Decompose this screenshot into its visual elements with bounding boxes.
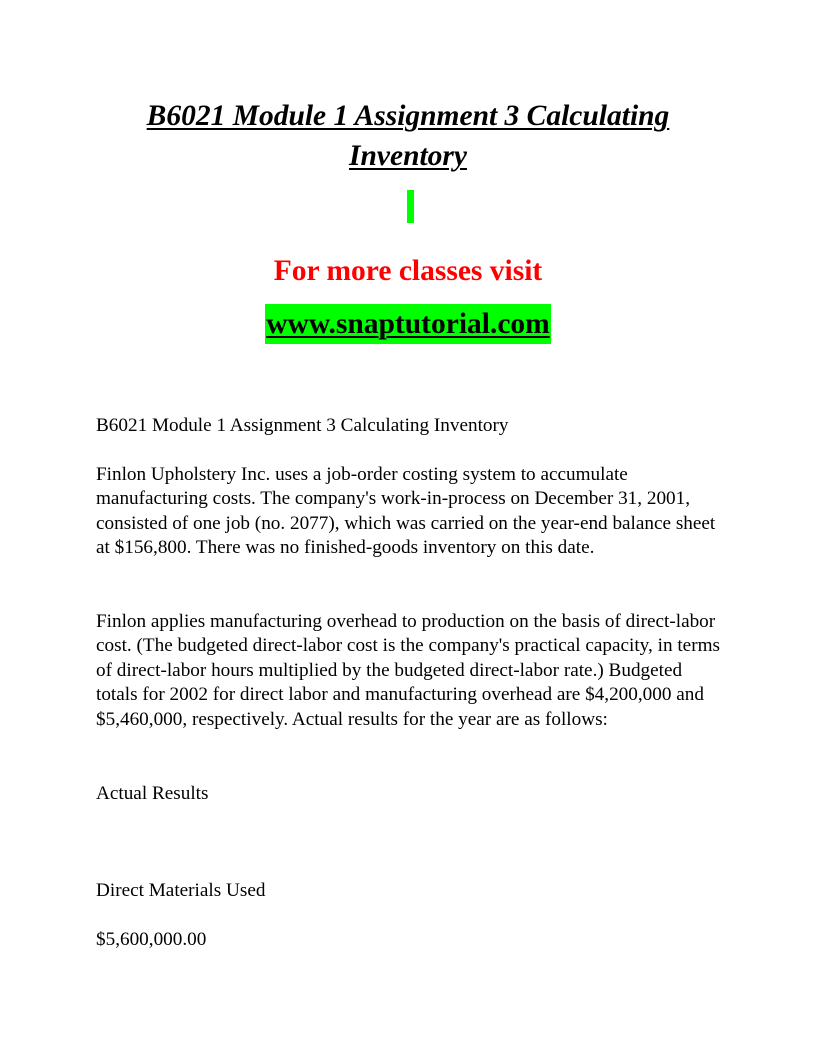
paragraph-overhead: Finlon applies manufacturing overhead to production on the basis of direct-labor cost. (The budgeted direct-labor cost is the company's practical capacity, in terms of direct-labor hours multiplied by the budgeted direct-labor rate.) Budgeted totals for 2002 for direct labor and manufacturing overhead are $4,200,000 and $5,460,000, respectively. Actual results for the year are as follows: [96,611,720,730]
title-line-1: B6021 Module 1 Assignment 3 Calculating [146,100,670,132]
website-link[interactable]: www.snaptutorial.com [265,304,551,344]
website-link-container [96,304,720,344]
document-title [96,96,720,176]
promo-text: For more classes visit [273,255,543,287]
paragraph-direct-materials-label: Direct Materials Used [96,880,266,901]
title-line-2: Inventory [349,140,467,172]
paragraph-heading: B6021 Module 1 Assignment 3 Calculating Inventory [96,415,509,436]
green-marker-decoration [407,190,414,223]
paragraph-intro: Finlon Upholstery Inc. uses a job-order costing system to accumulate manufacturing costs. The company's work-in-process on December 31, 2001, consisted of one job (no. 2077), which was carried on the year-end balance sheet at $156,800. There was no finished-goods inventory on this date. [96,464,716,559]
paragraph-direct-materials-value: $5,600,000.00 [96,929,207,950]
paragraph-actual-results: Actual Results [96,783,209,804]
